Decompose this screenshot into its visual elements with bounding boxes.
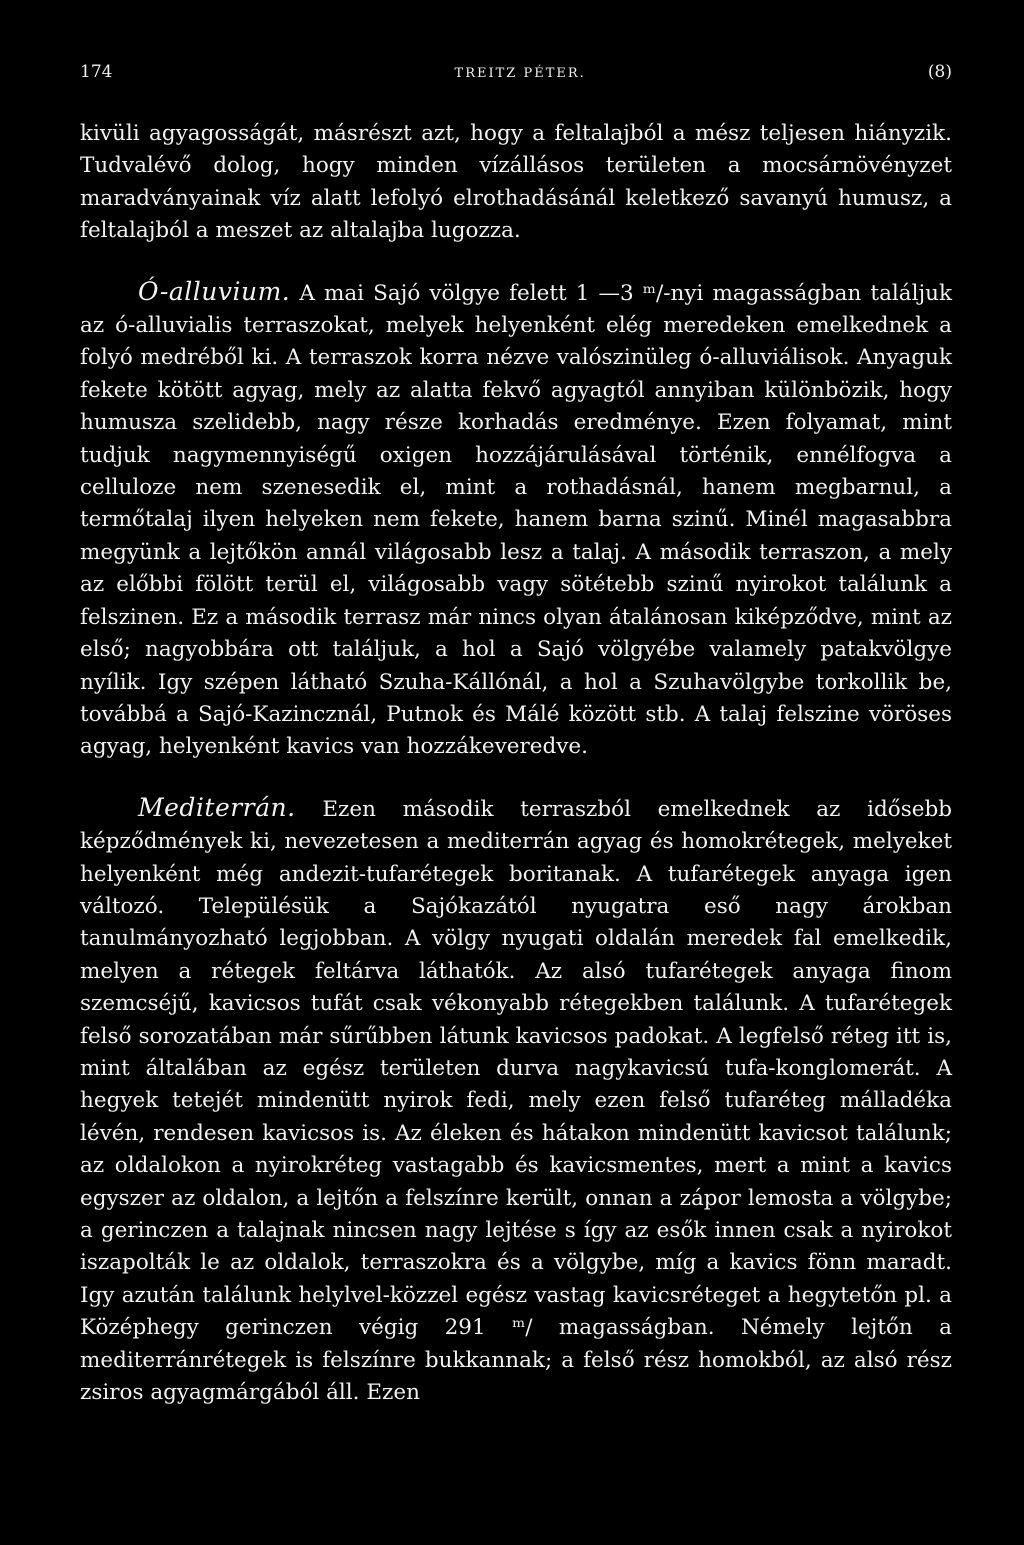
page — [80, 62, 952, 1409]
paragraph-lead: Ó-alluvium. — [138, 276, 291, 306]
paragraph-text: Ezen második terraszból emelkednek az idősebb képződmények ki, nevezetesen a mediterrán agyag és homokrétegek, melyeket helyenként még andezit-tufarétegek boritanak. A tufarétegek anyaga igen változó. Településük a Sajókazától nyugatra eső nagy árokban tanulmányozható legjobban. A völgy nyugati oldalán meredek fal emelkedik, melyen a rétegek feltárva láthatók. Az alsó tufarétegek anyaga finom szemcséjű, kavicsos tufát csak vékonyabb rétegekben találunk. A tufarétegek felső sorozatában már sűrűbben látunk kavicsos padokat. A legfelső réteg itt is, mint általában az egész területen durva nagykavicsú tufa-konglomerát. A hegyek tetejét mindenütt nyirok fedi, mely ezen felső tufaréteg málladéka lévén, rendesen kavicsos is. Az éleken és hátakon mindenütt kavicsot találunk; az oldalokon a nyirokréteg vastagabb és kavicsmentes, mert a mint a kavics egyszer az oldalon, a lejtőn a felszínre került, onnan a zápor lemosta a völgybe; a gerinczen a talajnak nincsen nagy lejtése s így az esők innen csak a nyirokot iszapolták le az oldalok, terraszokra és a völgybe, míg a kavics fönn maradt. Igy azután találunk helylvel-közzel egész vastag kavicsréteget a hegytetőn pl. a Középhegy gerinczen végig 291 ᵐ/ magasságban. Némely lejtőn a mediterránrétegek is felszínre bukkannak; a felső rész homokból, az alsó rész zsiros agyagmárgából áll. Ezen — [80, 796, 952, 1406]
paragraph-mediterran — [80, 792, 952, 1410]
paragraph-text: kivüli agyagosságát, másrészt azt, hogy a feltalajból a mész teljesen hiányzik. Tudvalévő dolog, hogy minden vízállásos területen a mocsárnövényzet maradványainak víz alatt lefolyó elrothadásánál keletkező savanyú humusz, a feltalajból a meszet az altalajba lugozza. — [80, 121, 952, 244]
running-title: TREITZ PÉTER. — [454, 66, 586, 81]
page-number: 174 — [80, 62, 113, 82]
section-number: (8) — [927, 62, 952, 82]
paragraph-text: A mai Sajó völgye felett 1 —3 ᵐ/-nyi magasságban találjuk az ó-alluvialis terraszokat, melyek helyenként elég meredeken emelkednek a folyó medréből ki. A terraszok korra nézve valószinüleg ó-alluviálisok. Anyaguk fekete kötött agyag, mely az alatta fekvő agyagtól annyiban különbözik, hogy humusza szelidebb, nagy része korhadás eredménye. Ezen folyamat, mint tudjuk nagymennyiségű oxigen hozzájárulásával történik, ennélfogva a celluloze nem szenesedik el, mint a rothadásnál, hanem megbarnul, a termőtalaj ilyen helyeken nem fekete, hanem barna szinű. Minél magasabbra megyünk a lejtőkön annál világosabb lesz a talaj. A második terraszon, a mely az előbbi fölött terül el, világosabb vagy sötétebb szinű nyirokot találunk a felszinen. Ez a második terrasz már nincs olyan átalánosan kiképződve, mint az első; nagyobbára ott találjuk, a hol a Sajó völgyébe valamely patakvölgye nyílik. Igy szépen látható Szuha-Kállónál, a hol a Szuhavölgybe torkollik be, továbbá a Sajó-Kazincznál, Putnok és Málé között stb. A talaj felszine vöröses agyag, helyenként kavics van hozzákeveredve. — [80, 280, 952, 760]
paragraph-lead: Mediterrán. — [138, 792, 296, 822]
paragraph-o-alluvium — [80, 276, 952, 764]
running-header — [80, 62, 952, 102]
paragraph-continuation — [80, 118, 952, 248]
